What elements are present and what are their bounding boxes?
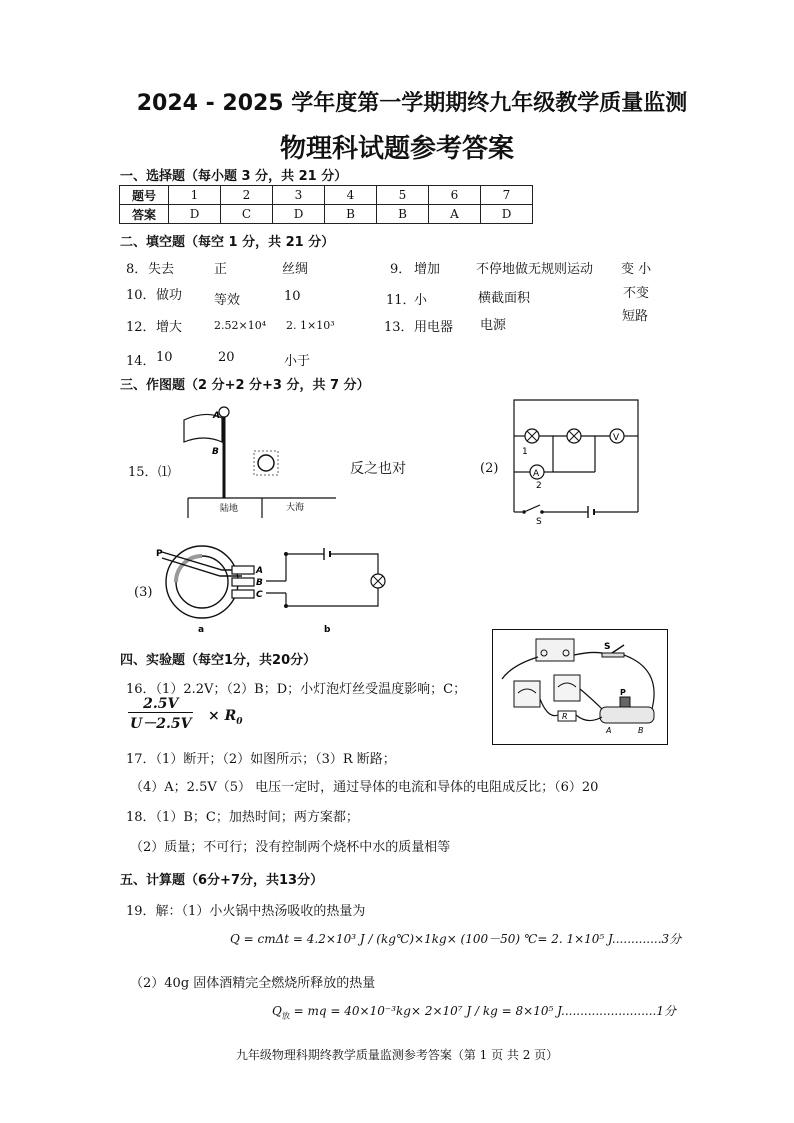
- land-label: 陆地: [220, 504, 239, 514]
- q14-answer-b: 20: [218, 350, 235, 365]
- lab-label-s: S: [604, 642, 611, 652]
- fraction-denominator: U－2.5V: [130, 716, 192, 732]
- lab-label-r: R: [562, 712, 568, 721]
- q13-answer-c: 短路: [622, 309, 649, 324]
- flag-label-a: A: [213, 411, 220, 421]
- table-cell: 4: [325, 186, 377, 205]
- flag-diagram: [176, 402, 346, 518]
- table-cell: 1: [169, 186, 221, 205]
- q15-part1-label: ⑴: [158, 465, 172, 480]
- flag-label-b: B: [212, 447, 219, 457]
- document-subtitle: 物理科试题参考答案: [279, 134, 514, 164]
- q17-line2: （4）A；2.5V（5） 电压一定时，通过导体的电流和导体的电阻成反比；（6）20: [130, 780, 599, 795]
- fraction-subscript: 0: [236, 716, 243, 727]
- table-cell: 7: [481, 186, 533, 205]
- q13-answer-a: 用电器: [414, 320, 454, 335]
- figure-caption-b: b: [324, 625, 331, 635]
- q18-line1: 18．（1）B；C；加热时间；两方案都；: [126, 810, 359, 825]
- q12-answer-a: 增大: [156, 320, 183, 335]
- q13-answer-b: 电源: [480, 318, 507, 333]
- ammeter-label: A: [533, 469, 540, 479]
- q19-line2: （2）40g 固体酒精完全燃烧所释放的热量: [130, 976, 376, 991]
- table-cell: 3: [273, 186, 325, 205]
- table-cell: B: [377, 205, 429, 224]
- q9-answer-a: 增加: [414, 262, 441, 277]
- q8-answer-a: 失去: [148, 262, 175, 277]
- q10-answer-c: 10: [284, 289, 301, 304]
- table-header-cell: 答案: [120, 205, 169, 224]
- rheostat-label-a: A: [256, 566, 263, 576]
- q15-part2-label: (2): [480, 461, 499, 476]
- rheostat-diagram: [142, 540, 392, 635]
- circuit-label-1: 1: [522, 447, 528, 457]
- q10-answer-a: 做功: [156, 288, 183, 303]
- rheostat-icon: [600, 707, 654, 723]
- fraction-numerator: 2.5V: [128, 696, 193, 713]
- fraction-multiplier: [208, 708, 243, 727]
- table-cell: B: [325, 205, 377, 224]
- q19-equation2-lhs: Q: [272, 1004, 282, 1018]
- q8-answer-c: 丝绸: [282, 262, 309, 277]
- q15-label: 15．: [128, 465, 158, 480]
- lab-label-p: P: [620, 688, 626, 697]
- q11-number: 11．: [386, 293, 416, 308]
- switch-icon: [602, 653, 624, 657]
- q9-answer-b: 不停地做无规则运动: [476, 262, 594, 277]
- fraction-tail: × R: [208, 708, 237, 724]
- table-cell: 5: [377, 186, 429, 205]
- table-cell: 2: [221, 186, 273, 205]
- q19-equation2-rhs: = mq = 40×10⁻³kg× 2×10⁷ J / kg = 8×10⁵ J.........................1分: [289, 1004, 676, 1018]
- experiment-apparatus-figure: [492, 629, 668, 745]
- switch-icon: [524, 505, 540, 512]
- q10-answer-b: 等效: [214, 293, 241, 308]
- q15-note: 反之也对: [350, 461, 406, 477]
- table-cell: D: [481, 205, 533, 224]
- circuit-label-2: 2: [536, 481, 542, 491]
- q19-equation2: [272, 1002, 676, 1021]
- q14-number: 14．: [126, 354, 156, 369]
- q15-part3-label: (3): [134, 585, 153, 600]
- q13-number: 13．: [384, 320, 414, 335]
- table-header-cell: 题号: [120, 186, 169, 205]
- circuit-diagram: [500, 396, 656, 526]
- section4-heading: 四、实验题（每空1分，共20分）: [120, 653, 317, 668]
- lab-label-a: A: [606, 726, 612, 735]
- table-row: [120, 186, 533, 205]
- q19-equation2-sub: 放: [281, 1011, 290, 1021]
- section2-heading: 二、填空题（每空 1 分，共 21 分）: [120, 235, 335, 250]
- lab-label-b: B: [638, 726, 644, 735]
- meter-icon: [554, 675, 580, 701]
- sea-label: 大海: [286, 503, 305, 513]
- q11-answer-c: 不变: [623, 286, 650, 301]
- voltmeter-label: V: [613, 433, 620, 443]
- section3-heading: 三、作图题（2 分+2 分+3 分，共 7 分）: [120, 378, 370, 393]
- section1-heading: 一、选择题（每小题 3 分，共 21 分）: [120, 169, 348, 184]
- q18-line2: （2）质量；不可行；没有控制两个烧杯中水的质量相等: [130, 840, 451, 855]
- q10-number: 10．: [126, 288, 156, 303]
- section5-heading: 五、计算题（6分+7分，共13分）: [120, 873, 324, 888]
- q16-answer: 16．（1）2.2V；（2）B；D；小灯泡灯丝受温度影响；C；: [126, 682, 467, 697]
- q19-equation1: Q = cmΔt = 4.2×10³ J / (kg℃)×1kg× (100－50) ℃= 2. 1×10⁵ J.............3分: [230, 932, 682, 946]
- q12-answer-b: 2.52×10⁴: [214, 319, 267, 332]
- table-cell: 6: [429, 186, 481, 205]
- table-cell: C: [221, 205, 273, 224]
- page-footer: 九年级物理科期终教学质量监测参考答案（第 1 页 共 2 页）: [235, 1048, 559, 1062]
- q14-answer-a: 10: [156, 350, 173, 365]
- table-row: [120, 205, 533, 224]
- q17-line1: 17．（1）断开；（2）如图所示；（3）R 断路；: [126, 752, 396, 767]
- switch-label: S: [536, 517, 542, 526]
- rheostat-label-c: C: [256, 590, 263, 600]
- q8-number: 8．: [126, 262, 148, 277]
- q11-answer-a: 小: [414, 293, 428, 308]
- q14-answer-c: 小于: [284, 354, 311, 369]
- q12-number: 12．: [126, 320, 156, 335]
- table-cell: D: [273, 205, 325, 224]
- q12-answer-c: 2. 1×10³: [286, 319, 335, 332]
- table-cell: D: [169, 205, 221, 224]
- q16-fraction: [128, 696, 193, 733]
- answer-table: [119, 185, 533, 224]
- document-title: 2024 - 2025 学年度第一学期期终九年级教学质量监测: [136, 91, 688, 116]
- rheostat-label-b: B: [256, 578, 263, 588]
- q9-answer-c: 变 小: [621, 262, 652, 277]
- rheostat-label-p: P: [156, 549, 163, 559]
- figure-caption-a: a: [198, 625, 205, 635]
- q11-answer-b: 横截面积: [478, 291, 531, 306]
- table-cell: A: [429, 205, 481, 224]
- q8-answer-b: 正: [214, 262, 228, 277]
- q9-number: 9．: [390, 262, 412, 277]
- meter-icon: [514, 681, 540, 707]
- q19-line1: 19．解：（1）小火锅中热汤吸收的热量为: [126, 904, 366, 919]
